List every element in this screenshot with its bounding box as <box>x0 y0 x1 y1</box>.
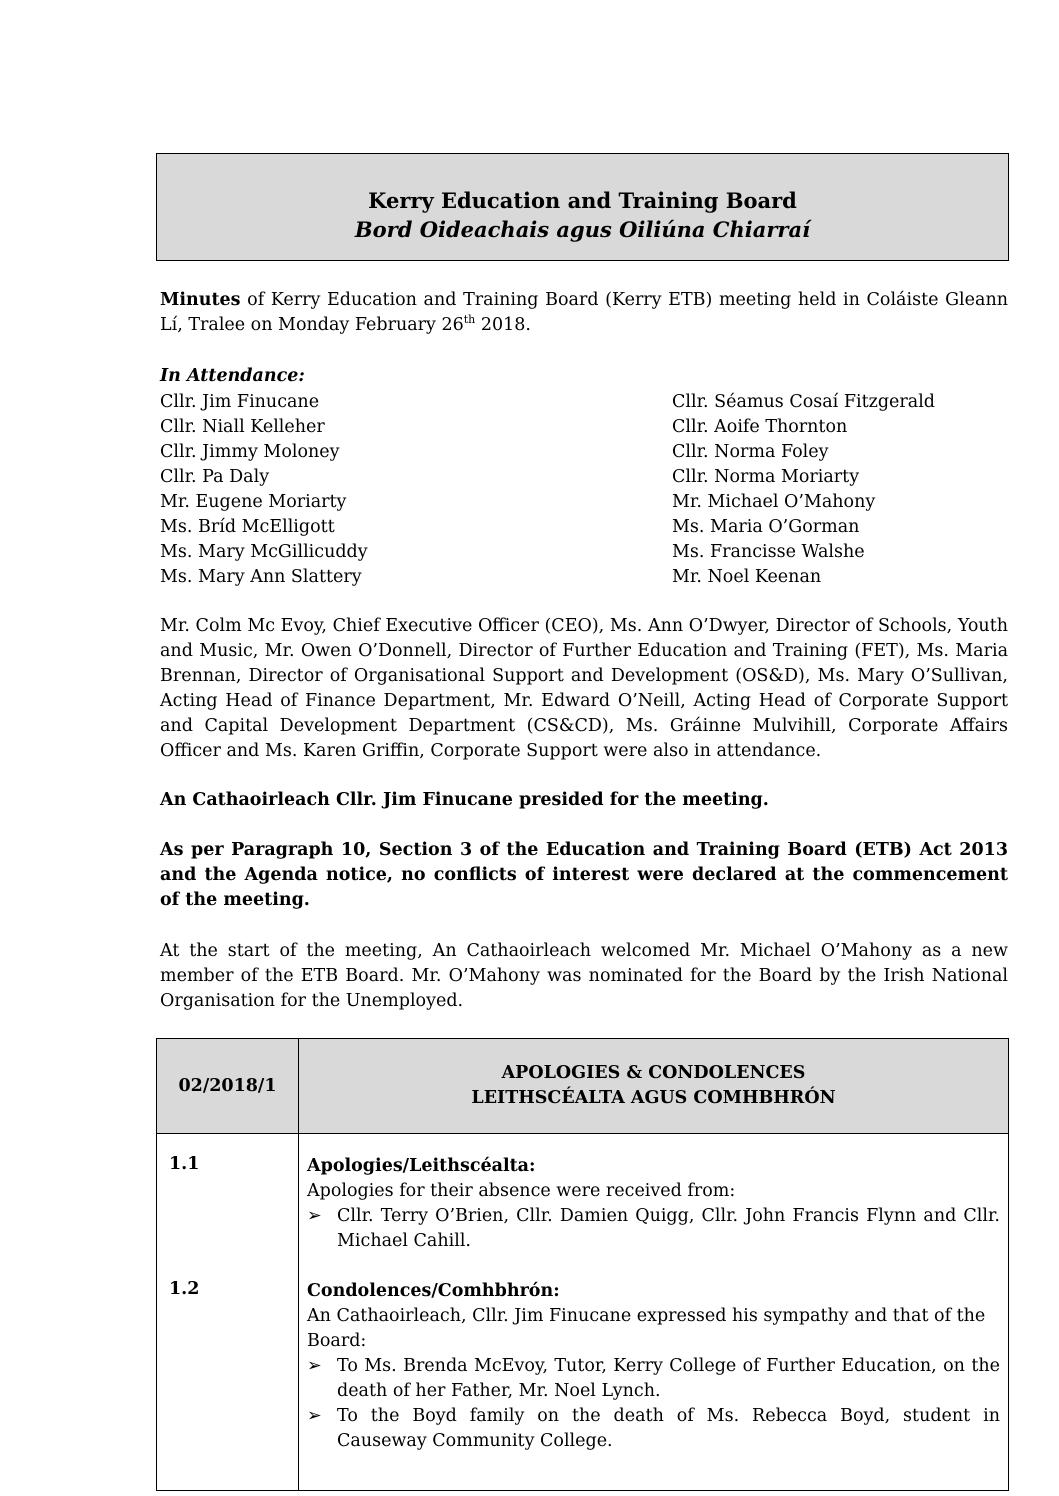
welcome-text: At the start of the meeting, An Cathaoirleach welcomed Mr. Michael O’Mahony as a new member of the ETB Board. Mr. O’Mahony was nominated for the Board by the Irish National Organisation for the Unemployed. <box>160 941 1008 1011</box>
attendee: Ms. Mary Ann Slattery <box>160 567 362 587</box>
arrow-bullet-icon: ➢ <box>307 1356 322 1376</box>
section-number: 1.2 <box>169 1279 200 1299</box>
item-title-english: APOLOGIES & CONDOLENCES <box>501 1063 806 1083</box>
section-content-cell <box>299 1134 1009 1491</box>
list-item-text: Cllr. Terry O’Brien, Cllr. Damien Quigg, Cllr. John Francis Flynn and Cllr. Michael Cahill. <box>337 1206 1000 1251</box>
conflicts-text: As per Paragraph 10, Section 3 of the Education and Training Board (ETB) Act 2013 and the Agenda notice, no conflicts of interest were declared at the commencement of the meeting. <box>160 840 1008 910</box>
section-heading: Apologies/Leithscéalta: <box>307 1156 536 1176</box>
intro-tail: 2018. <box>475 315 531 335</box>
conflicts-statement <box>160 838 1008 913</box>
attendee: Cllr. Jim Finucane <box>160 392 320 412</box>
agenda-item-header-row <box>157 1039 1009 1134</box>
agenda-item-body-row <box>157 1134 1009 1491</box>
attendance-right-column <box>672 390 935 590</box>
attendee: Cllr. Niall Kelleher <box>160 417 325 437</box>
attendee: Cllr. Pa Daly <box>160 467 270 487</box>
section-text: Apologies for their absence were received from: <box>307 1181 736 1201</box>
section-text: An Cathaoirleach, Cllr. Jim Finucane expressed his sympathy and that of the Board: <box>307 1306 986 1351</box>
section-numbers-cell <box>157 1134 299 1491</box>
list-item-text: To Ms. Brenda McEvoy, Tutor, Kerry College of Further Education, on the death of her Father, Mr. Noel Lynch. <box>337 1356 1000 1401</box>
attendee: Ms. Maria O’Gorman <box>672 517 860 537</box>
board-title-irish: Bord Oideachais agus Oiliúna Chiarraí <box>354 217 811 242</box>
intro-lead: Minutes <box>160 290 241 310</box>
intro-paragraph <box>160 288 1008 338</box>
staff-paragraph <box>160 614 1008 764</box>
welcome-paragraph <box>160 939 1008 1014</box>
list-item-text: To the Boyd family on the death of Ms. Rebecca Boyd, student in Causeway Community College. <box>337 1406 1000 1451</box>
board-title: Kerry Education and Training Board <box>368 188 797 213</box>
item-title-irish: LEITHSCÉALTA AGUS COMHBHRÓN <box>471 1088 836 1108</box>
list-item <box>307 1204 1000 1254</box>
attendee: Mr. Michael O’Mahony <box>672 492 876 512</box>
list-item <box>307 1354 1000 1404</box>
item-title-cell <box>299 1039 1009 1134</box>
attendee: Mr. Noel Keenan <box>672 567 822 587</box>
attendance-heading: In Attendance: <box>160 366 305 386</box>
attendee: Cllr. Norma Moriarty <box>672 467 860 487</box>
attendee: Cllr. Aoife Thornton <box>672 417 848 437</box>
attendee: Ms. Mary McGillicuddy <box>160 542 368 562</box>
arrow-bullet-icon: ➢ <box>307 1406 322 1426</box>
attendee: Ms. Bríd McElligott <box>160 517 335 537</box>
apologies-section <box>307 1154 1000 1254</box>
title-box <box>156 153 1009 261</box>
attendee: Cllr. Norma Foley <box>672 442 829 462</box>
attendee: Ms. Francisse Walshe <box>672 542 865 562</box>
staff-paragraph-text: Mr. Colm Mc Evoy, Chief Executive Officer (CEO), Ms. Ann O’Dwyer, Director of Schools, Youth and Music, Mr. Owen O’Donnell, Director of Further Education and Training (FET), Ms. Maria Brennan, Director of Organisational Support and Development (OS&D), Ms. Mary O’Sullivan, Acting Head of Finance Department, Mr. Edward O’Neill, Acting Head of Corporate Support and Capital Development Department (CS&CD), Ms. Gráinne Mulvihill, Corporate Affairs Officer and Ms. Karen Griffin, Corporate Support were also in attendance. <box>160 616 1008 761</box>
item-number: 02/2018/1 <box>157 1039 299 1134</box>
attendee: Cllr. Jimmy Moloney <box>160 442 340 462</box>
intro-text: of Kerry Education and Training Board (Kerry ETB) meeting held in Coláiste Gleann Lí, Tralee on Monday February 26 <box>160 290 1008 335</box>
attendance-left-column <box>160 390 368 590</box>
arrow-bullet-icon: ➢ <box>307 1206 322 1226</box>
section-heading: Condolences/Comhbhrón: <box>307 1281 560 1301</box>
attendee: Cllr. Séamus Cosaí Fitzgerald <box>672 392 935 412</box>
condolences-section <box>307 1279 1000 1454</box>
list-item <box>307 1404 1000 1454</box>
section-number: 1.1 <box>169 1154 200 1174</box>
presided-statement <box>160 788 1008 813</box>
presided-text: An Cathaoirleach Cllr. Jim Finucane presided for the meeting. <box>160 790 769 810</box>
agenda-item-table <box>156 1038 1009 1491</box>
intro-sup: th <box>463 313 476 327</box>
attendee: Mr. Eugene Moriarty <box>160 492 347 512</box>
